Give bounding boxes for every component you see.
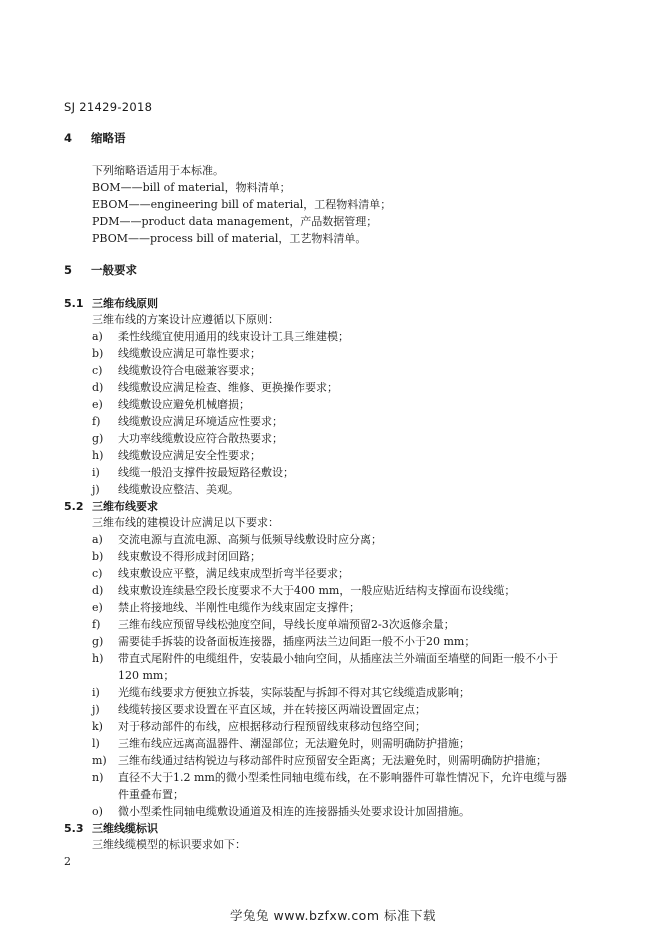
section-5-3-heading <box>64 820 158 836</box>
list-marker: a) <box>92 330 103 343</box>
section-title: 三维布线原则 <box>92 297 158 310</box>
standard-code: SJ 21429-2018 <box>64 100 153 114</box>
list-marker: j) <box>92 483 100 496</box>
section-title: 三维线缆标识 <box>92 822 158 835</box>
list-marker: d) <box>92 584 104 597</box>
list-text: 线缆转接区要求设置在平直区域，并在转接区两端设置固定点； <box>118 703 426 716</box>
abbreviation-pbom: PBOM——process bill of material，工艺物料清单。 <box>92 232 367 245</box>
list-marker: o) <box>92 805 103 818</box>
list-text: 对于移动部件的布线，应根据移动行程预留线束移动包络空间； <box>118 720 426 733</box>
section-5-2-intro: 三维布线的建模设计应满足以下要求： <box>92 516 279 529</box>
list-marker: g) <box>92 635 104 648</box>
list-marker: e) <box>92 398 103 411</box>
list-marker: b) <box>92 550 104 563</box>
section-4-heading <box>64 130 126 146</box>
list-text: 线缆敷设应满足检查、维修、更换操作要求； <box>118 381 338 394</box>
section-number: 5 <box>64 263 73 277</box>
list-text: 大功率线缆敷设应符合散热要求； <box>118 432 283 445</box>
list-marker: h) <box>92 652 104 665</box>
list-text: 交流电源与直流电源、高频与低频导线敷设时应分离； <box>118 533 382 546</box>
list-text: 三维布线应远离高温器件、潮湿部位；无法避免时，则需明确防护措施； <box>118 737 470 750</box>
list-marker: i) <box>92 466 100 479</box>
list-marker: c) <box>92 567 103 580</box>
list-text: 线缆敷设应满足环境适应性要求； <box>118 415 283 428</box>
list-text: 120 mm； <box>118 669 175 682</box>
abbreviation-bom: BOM——bill of material，物料清单； <box>92 181 291 194</box>
section-4-intro: 下列缩略语适用于本标准。 <box>92 164 224 177</box>
list-text: 三维布线通过结构锐边与移动部件时应预留安全距离；无法避免时，则需明确防护措施； <box>118 754 547 767</box>
list-text: 禁止将接地线、半刚性电缆作为线束固定支撑件； <box>118 601 360 614</box>
list-text: 线束敷设不得形成封闭回路； <box>118 550 261 563</box>
section-5-1-heading <box>64 295 158 311</box>
list-text: 线束敷设应平整，满足线束成型折弯半径要求； <box>118 567 349 580</box>
section-number: 5.2 <box>64 500 84 513</box>
list-text: 线缆敷设应避免机械磨损； <box>118 398 250 411</box>
list-marker: l) <box>92 737 100 750</box>
section-title: 一般要求 <box>91 263 137 277</box>
section-number: 5.1 <box>64 297 84 310</box>
list-marker: h) <box>92 449 104 462</box>
list-text: 线缆敷设应满足安全性要求； <box>118 449 261 462</box>
abbreviation-ebom: EBOM——engineering bill of material，工程物料清单； <box>92 198 392 211</box>
list-marker: f) <box>92 415 101 428</box>
list-marker: i) <box>92 686 100 699</box>
list-marker: g) <box>92 432 104 445</box>
list-text: 线缆一般沿支撑件按最短路径敷设； <box>118 466 294 479</box>
list-marker: c) <box>92 364 103 377</box>
list-text: 三维布线应预留导线松弛度空间，导线长度单端预留2-3次返修余量； <box>118 618 455 631</box>
abbreviation-pdm: PDM——product data management，产品数据管理； <box>92 215 378 228</box>
page-number: 2 <box>64 855 71 868</box>
list-text: 微小型柔性同轴电缆敷设通道及相连的连接器插头处要求设计加固措施。 <box>118 805 470 818</box>
section-5-3-intro: 三维线缆模型的标识要求如下： <box>92 838 246 851</box>
list-text: 线缆敷设应满足可靠性要求； <box>118 347 261 360</box>
list-marker: d) <box>92 381 104 394</box>
list-text: 线缆敷设应整洁、美观。 <box>118 483 239 496</box>
section-5-2-heading <box>64 498 158 514</box>
list-text: 需要徒手拆装的设备面板连接器，插座两法兰边间距一般不小于20 mm； <box>118 635 476 648</box>
section-title: 三维布线要求 <box>92 500 158 513</box>
section-number: 5.3 <box>64 822 84 835</box>
section-title: 缩略语 <box>91 131 126 145</box>
list-text: 线束敷设连续悬空段长度要求不大于400 mm，一般应贴近结构支撑面布设线缆； <box>118 584 516 597</box>
list-marker: f) <box>92 618 101 631</box>
list-text: 光缆布线要求方便独立拆装，实际装配与拆卸不得对其它线缆造成影响； <box>118 686 470 699</box>
list-marker: j) <box>92 703 100 716</box>
list-text: 柔性线缆宜使用通用的线束设计工具三维建模； <box>118 330 349 343</box>
list-marker: b) <box>92 347 104 360</box>
list-marker: a) <box>92 533 103 546</box>
list-text: 直径不大于1.2 mm的微小型柔性同轴电缆布线，在不影响器件可靠性情况下，允许电缆与器 <box>118 771 567 784</box>
list-marker: m) <box>92 754 107 767</box>
section-number: 4 <box>64 131 73 145</box>
list-marker: n) <box>92 771 104 784</box>
section-5-1-intro: 三维布线的方案设计应遵循以下原则： <box>92 313 279 326</box>
footer-watermark: 学兔兔 www.bzfxw.com 标准下载 <box>230 908 436 923</box>
section-5-heading <box>64 262 137 278</box>
list-marker: k) <box>92 720 103 733</box>
list-marker: e) <box>92 601 103 614</box>
list-text: 线缆敷设符合电磁兼容要求； <box>118 364 261 377</box>
list-text: 带直式尾附件的电缆组件，安装最小轴向空间，从插座法兰外端面至墙壁的间距一般不小于 <box>118 652 558 665</box>
list-text: 件重叠布置； <box>118 788 184 801</box>
